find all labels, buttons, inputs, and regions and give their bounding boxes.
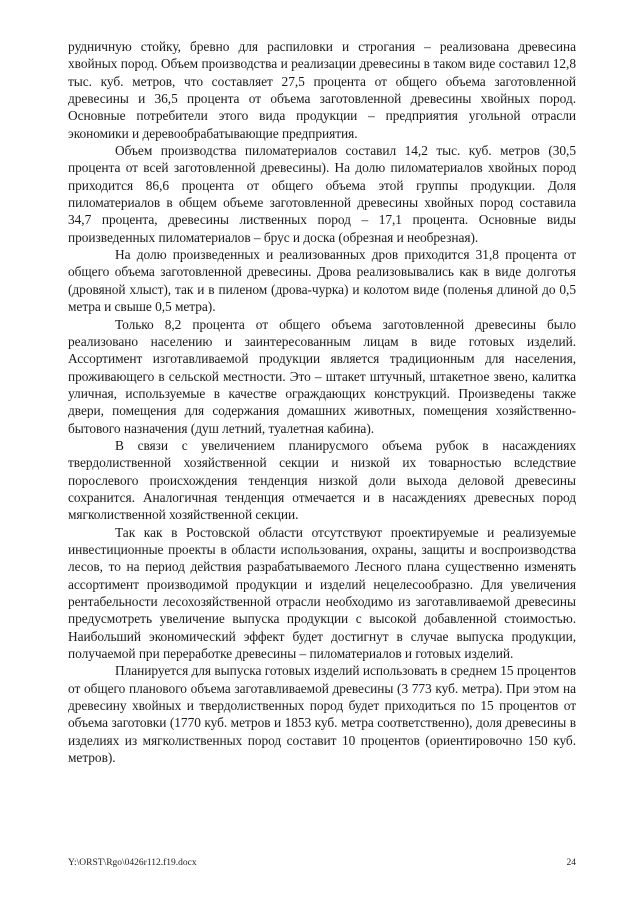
paragraph-2: Объем производства пиломатериалов составил 14,2 тыс. куб. метров (30,5 процента от всей заготовленной древесины). На долю пиломатериалов хвойных пород приходится 86,6 процента от общего объема этой группы продукции. Доля пиломатериалов в общем объеме заготовленной древесины хвойных пород составила 34,7 процента, древесины лиственных пород – 17,1 процента. Основные виды произведенных пиломатериалов – брус и доска (обрезная и необрезная). <box>68 143 576 245</box>
paragraph-6: Так как в Ростовской области отсутствуют проектируемые и реализуемые инвестиционные проекты в области использования, охраны, защиты и воспроизводства лесов, то на период действия разрабатываемого Лесного плана существенно изменять ассортимент производимой продукции и изделий нецелесообразно. Для увеличения рентабельности лесохозяйственной отрасли необходимо из заготавливаемой древесины предусмотреть увеличение выпуска продукции с высокой добавленной стоимостью. Наибольший экономический эффект будет достигнут в случае выпуска продукции, получаемой при переработке древесины – пиломатериалов и готовых изделий. <box>68 524 576 662</box>
paragraph-1: рудничную стойку, бревно для распиловки и строгания – реализована древесина хвойных пород. Объем производства и реализации древесины в таком виде составил 12,8 тыс. куб. метров, что составляет 27,5 процента от общего объема заготовленной древесины и 36,5 процента от объема заготовленной древесины хвойных пород. Основные потребители этого вида продукции – предприятия угольной отрасли экономики и деревообрабатывающие предприятия. <box>68 39 576 141</box>
footer-file-path: Y:\ORST\Rgo\0426r112.f19.docx <box>68 858 197 868</box>
paragraph-4: Только 8,2 процента от общего объема заготовленной древесины было реализовано населению и заинтересованным лицам в виде готовых изделий. Ассортимент изготавливаемой продукции является традиционным для населения, проживающего в сельской местности. Это – штакет штучный, штакетное звено, калитка уличная, используемые в качестве ограждающих конструкций. Произведены также двери, помещения для содержания домашних животных, помещения хозяйственно-бытового назначения (душ летний, туалетная кабина). <box>68 316 576 436</box>
body-text <box>68 38 576 766</box>
paragraph-5: В связи с увеличением планирусмого объема рубок в насаждениях твердолиственной хозяйственной секции и низкой их товарностью вследствие порослевого происхождения тенденция низкой доли выхода деловой древесины сохранится. Аналогичная тенденция отмечается и в насаждениях древесных пород мягколиственной хозяйственной секции. <box>68 437 576 523</box>
paragraph-7: Планируется для выпуска готовых изделий использовать в среднем 15 процентов от общего планового объема заготавливаемой древесины (3 773 куб. метра). При этом на древесину хвойных и твердолиственных пород будет приходиться по 15 процентов от объема заготовки (1770 куб. метров и 1853 куб. метра соответственно), доля древесины в изделиях из мягколиственных пород составит 10 процентов (ориентировочно 150 куб. метров). <box>68 663 576 766</box>
paragraph-3: На долю произведенных и реализованных дров приходится 31,8 процента от общего объема заготовленной древесины. Дрова реализовывались как в виде долготья (дровяной хлыст), так и в пиленом (дрова-чурка) и колотом виде (поленья длиной до 0,5 метра и свыше 0,5 метра). <box>68 247 576 315</box>
page-footer <box>68 858 576 872</box>
footer-page-number: 24 <box>566 858 576 868</box>
